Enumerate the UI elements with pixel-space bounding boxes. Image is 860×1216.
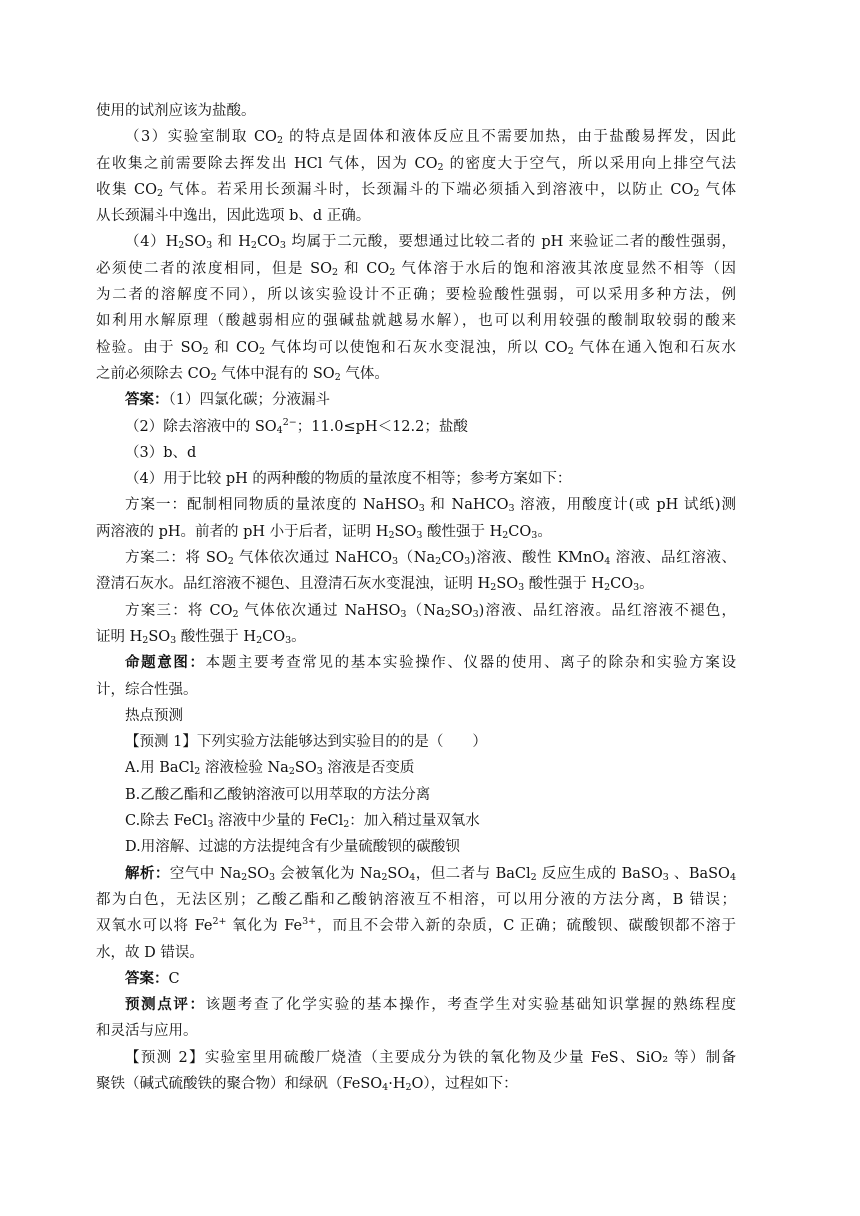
text-line: 之前必须除去 $CO_2$ 气体中混有的 $SO_2$ 气体。	[96, 365, 389, 383]
text-line: 检验。由于 $SO_2$ 和 $CO_2$ 气体均可以使饱和石灰水变混浊，所以 $CO_2$ 气体在通入饱和石灰水	[96, 339, 736, 357]
option-d: D.用溶解、过滤的方法提纯含有少量硫酸钡的碳酸钡	[125, 839, 460, 856]
analysis-line: 解析：空气中 $Na_2SO_3$ 会被氧化为 $Na_2SO_4$，但二者与 BaCl$_2$ 反应生成的 BaSO$_3$ 、BaSO$_4$	[125, 864, 736, 883]
answer-line: 答案：C	[125, 969, 180, 987]
text-line: （3）实验室制取 $CO_2$ 的特点是固体和液体反应且不需要加热，由于盐酸易挥发，因此	[125, 129, 736, 147]
text-line: $(4)H_2SO_3$ 和 $H_2CO_3$ 均属于二元酸，要想通过比较二者的 pH 来验证二者的酸性强弱，	[125, 234, 736, 252]
text-line: （4）用于比较 pH 的两种酸的物质的量浓度不相等；参考方案如下：	[125, 471, 572, 488]
text-line: 澄清石灰水。品红溶液不褪色、且澄清石灰水变混浊，证明 $H_2SO_3$ 酸性强于 $H_2CO_3$。	[96, 576, 654, 594]
text-line: 使用的试剂应该为盐酸。	[96, 103, 256, 119]
text-line: 方案一：配制相同物质的量浓度的 NaHSO$_3$ 和 NaHCO$_3$ 溶液，用酸度计(或 pH 试纸)测	[125, 497, 736, 515]
text-line: 收集 $CO_2$ 气体。若采用长颈漏斗时，长颈漏斗的下端必须插入到溶液中，以防止 $CO_2$ 气体	[96, 181, 737, 199]
text-line: 双氧水可以将 $Fe^{2+}$ 氧化为 $Fe^{3+}$，而且不会带入新的杂质，C 正确；硫酸钡、碳酸钡都不溶于	[96, 916, 736, 935]
text-line: （2）除去溶液中的 $SO_4^{2-}$；11.0≤pH＜12.2；盐酸	[125, 416, 468, 436]
answer-line: 答案：（1）四氯化碳；分液漏斗	[125, 391, 330, 409]
comment-line: 预测点评：该题考查了化学实验的基本操作，考查学生对实验基础知识掌握的熟练程度	[125, 996, 736, 1014]
text-line: 方案三：将 $CO_2$ 气体依次通过 $NaHSO_3(Na_2SO_3)$溶液、品红溶液。品红溶液不褪色，	[125, 602, 736, 620]
text-line: 方案二：将 $SO_2$ 气体依次通过 $NaHCO_3(Na_2CO_3)$溶液、酸性 KMnO$_4$ 溶液、品红溶液、	[125, 550, 736, 568]
text-line: 从长颈漏斗中逸出，因此选项 b、d 正确。	[96, 208, 371, 225]
text-line: 计，综合性强。	[96, 681, 198, 698]
text-line: 为二者的溶解度不同），所以该实验设计不正确；要检验酸性强弱，可以采用多种方法，例	[96, 287, 736, 304]
option-a: A.用 BaCl$_2$ 溶液检验 $Na_2SO_3$ 溶液是否变质	[125, 760, 415, 778]
text-line: 如利用水解原理（酸越弱相应的强碱盐就越易水解），也可以利用较强的酸制取较弱的酸来	[96, 313, 736, 330]
question-stem: 【预测 2】实验室里用硫酸厂烧渣（主要成分为铁的氧化物及少量 FeS、SiO₂ 等）制备	[125, 1049, 736, 1066]
text-line: 命题意图：本题主要考查常见的基本实验操作、仪器的使用、离子的除杂和实验方案设	[125, 654, 736, 672]
text-line: 两溶液的 pH。前者的 pH 小于后者，证明 $H_2SO_3$ 酸性强于 $H_2CO_3$。	[96, 523, 552, 541]
answer-label: 答案：	[125, 969, 169, 987]
option-c: C.除去 FeCl$_3$ 溶液中少量的 FeCl$_2$：加入稍过量双氧水	[125, 813, 480, 831]
document-page	[96, 98, 736, 1097]
text-line: 和灵活与应用。	[96, 1023, 198, 1040]
text-line: 都为白色，无法区别；乙酸乙酯和乙酸钠溶液互不相溶，可以用分液的方法分离，B 错误；	[96, 891, 736, 908]
option-b: B.乙酸乙酯和乙酸钠溶液可以用萃取的方法分离	[125, 786, 431, 803]
text-line: 水，故 D 错误。	[96, 944, 204, 961]
intent-label: 命题意图：	[125, 654, 206, 672]
text-line: 在收集之前需要除去挥发出 HCl 气体，因为 $CO_2$ 的密度大于空气，所以采用向上排空气法	[96, 155, 737, 173]
analysis-label: 解析：	[125, 864, 170, 882]
question-stem: 【预测 1】下列实验方法能够达到实验目的的是（ ）	[125, 734, 487, 751]
comment-label: 预测点评：	[125, 996, 206, 1014]
section-heading: 热点预测	[125, 707, 183, 724]
text-line: （3）b、d	[125, 444, 197, 461]
answer-label: 答案：	[125, 391, 169, 409]
text-line: 证明 $H_2SO_3$ 酸性强于 $H_2CO_3$。	[96, 628, 306, 646]
text-line: 必须使二者的浓度相同，但是 $SO_2$ 和 $CO_2$ 气体溶于水后的饱和溶液其浓度显然不相等（因	[96, 260, 737, 278]
text-line: 聚铁（碱式硫酸铁的聚合物）和绿矾$(FeSO_4\cdot H_2O)$，过程如下：	[96, 1075, 518, 1093]
